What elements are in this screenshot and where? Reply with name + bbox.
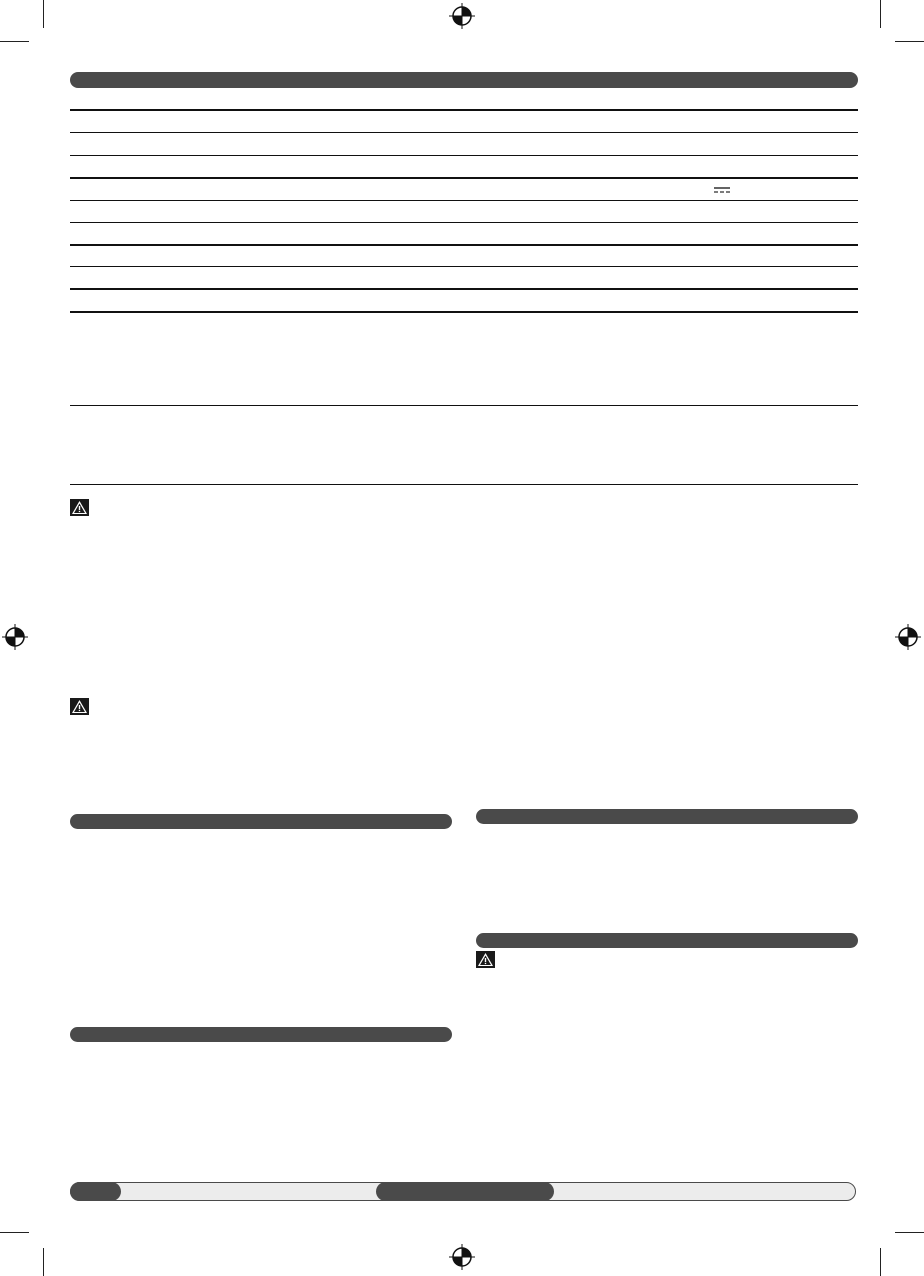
crop-mark-bottom-left — [43, 1248, 44, 1276]
table-rule — [70, 484, 858, 485]
crop-mark-bottom-right-h — [895, 1232, 924, 1233]
crop-mark-top-left — [43, 0, 44, 28]
section-header-bar-left-2 — [70, 1027, 452, 1042]
table-rule — [70, 288, 858, 290]
crop-mark-top-right-h — [895, 41, 924, 42]
section-header-bar-right-1 — [476, 809, 858, 824]
table-rule — [70, 311, 858, 313]
warning-triangle-icon — [476, 951, 495, 968]
table-rule — [70, 132, 858, 133]
table-rule — [70, 405, 858, 406]
section-header-bar-right-2 — [476, 933, 858, 948]
registration-mark-icon — [2, 624, 28, 650]
warning-triangle-icon — [70, 698, 89, 715]
table-rule — [70, 155, 858, 156]
table-rule — [70, 244, 858, 246]
dc-current-symbol-icon — [714, 186, 730, 194]
crop-mark-bottom-left-h — [0, 1232, 29, 1233]
registration-mark-icon — [895, 624, 921, 650]
table-rule — [70, 222, 858, 223]
table-rule — [70, 266, 858, 267]
table-rule — [70, 109, 858, 111]
section-header-bar-left-1 — [70, 814, 452, 829]
crop-mark-top-left-h — [0, 41, 29, 42]
section-header-bar-technical-data — [70, 72, 858, 88]
footer-page-number-tab — [70, 1182, 121, 1201]
table-rule — [70, 200, 858, 201]
registration-mark-icon — [449, 1244, 475, 1270]
page-footer-bar — [70, 1182, 856, 1201]
crop-mark-top-right — [880, 0, 881, 28]
registration-mark-icon — [449, 3, 475, 29]
warning-triangle-icon — [70, 499, 89, 516]
table-rule — [70, 177, 858, 179]
crop-mark-bottom-right — [880, 1248, 881, 1276]
footer-language-tab — [376, 1182, 554, 1201]
